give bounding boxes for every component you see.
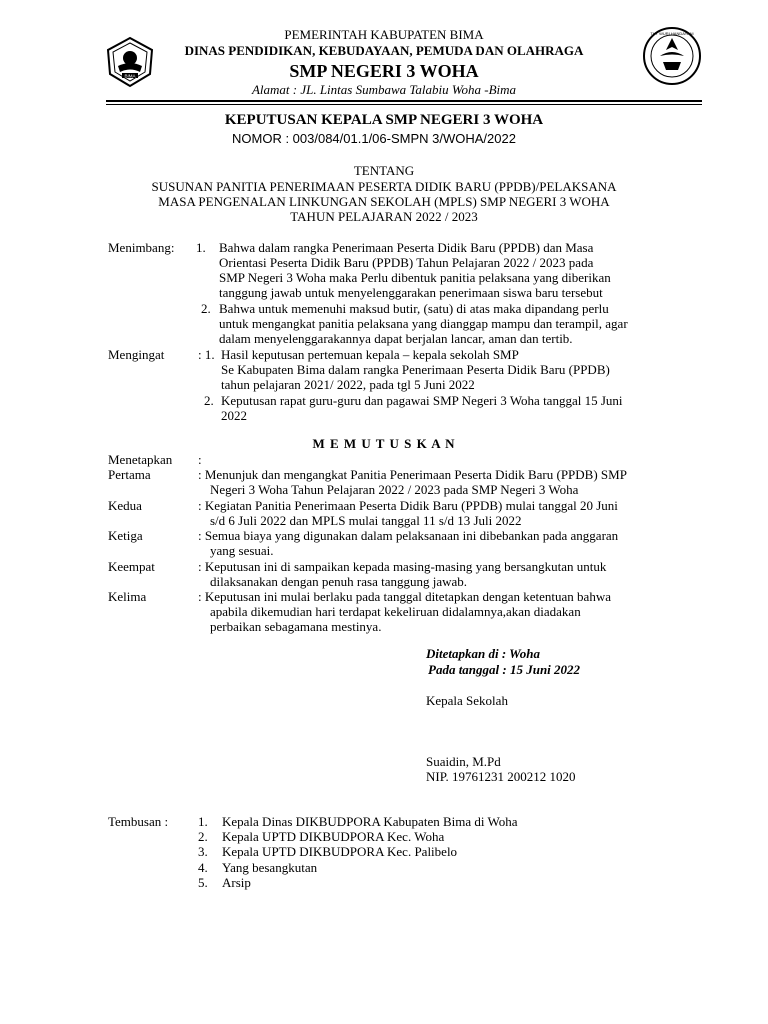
decree-title: KEPUTUSAN KEPALA SMP NEGERI 3 WOHA <box>224 112 544 128</box>
tembusan-item: Yang besangkutan <box>222 860 318 875</box>
decision-text: : Kegiatan Panitia Penerimaan Peserta Didik Baru (PPDB) mulai tanggal 20 Juni <box>198 498 618 513</box>
mengingat-number-2: 2. <box>204 393 214 408</box>
menimbang-number-2: 2. <box>201 301 211 316</box>
mengingat-text: Keputusan rapat guru-guru dan pagawai SMP Negeri 3 Woha tanggal 15 Juni <box>221 393 623 408</box>
signatory-name: Suaidin, M.Pd <box>426 754 501 769</box>
decision-label: Kedua <box>108 498 142 513</box>
decision-text: : Keputusan ini di sampaikan kepada masing-masing yang bersangkutan untuk <box>198 559 607 574</box>
decision-label: Keempat <box>108 559 155 574</box>
svg-text:BIMA: BIMA <box>124 73 136 79</box>
school-address: Alamat : JL. Lintas Sumbawa Talabiu Woha -Bima <box>251 82 517 97</box>
decision-text: Negeri 3 Woha Tahun Pelajaran 2022 / 2023 pada SMP Negeri 3 Woha <box>210 482 579 497</box>
decree-subject-line-1: SUSUNAN PANITIA PENERIMAAN PESERTA DIDIK BARU (PPDB)/PELAKSANA <box>151 179 617 194</box>
menimbang-text: tanggung jawab untuk menyelenggarakan penerimaan siswa baru tersebut <box>219 285 603 300</box>
decision-text: perbaikan sebagamana mestinya. <box>210 619 382 634</box>
decision-text: : Keputusan ini mulai berlaku pada tanggal ditetapkan dengan ketentuan bahwa <box>198 589 611 604</box>
menimbang-text: Bahwa untuk memenuhi maksud butir, (satu) di atas maka dipandang perlu <box>219 301 609 316</box>
tembusan-label: Tembusan : <box>108 814 169 829</box>
menimbang-text: SMP Negeri 3 Woha maka Perlu dibentuk panitia pelaksana yang diberikan <box>219 270 611 285</box>
tembusan-item: Kepala UPTD DIKBUDPORA Kec. Woha <box>222 829 445 844</box>
tembusan-number: 3. <box>198 844 208 859</box>
header-rule-thin <box>106 104 702 105</box>
decision-text: : Menunjuk dan mengangkat Panitia Penerimaan Peserta Didik Baru (PPDB) SMP <box>198 467 627 482</box>
menimbang-number-1: 1. <box>196 240 206 255</box>
decision-label: Menetapkan <box>108 452 173 467</box>
menimbang-text: untuk mengangkat panitia pelaksana yang dianggap mampu dan terampil, agar <box>219 316 628 331</box>
tembusan-item: Kepala UPTD DIKBUDPORA Kec. Palibelo <box>222 844 458 859</box>
decree-subject-line-3: TAHUN PELAJARAN 2022 / 2023 <box>290 209 478 224</box>
header-government-line: PEMERINTAH KABUPATEN BIMA <box>284 27 484 42</box>
mengingat-text: 2022 <box>221 408 247 423</box>
signature-date: Pada tanggal : 15 Juni 2022 <box>428 662 581 677</box>
menimbang-text: Orientasi Peserta Didik Baru (PPDB) Tahun Pelajaran 2022 / 2023 pada <box>219 255 594 270</box>
signature-position: Kepala Sekolah <box>426 693 508 708</box>
school-name: SMP NEGERI 3 WOHA <box>289 61 479 81</box>
header-department-line: DINAS PENDIDIKAN, KEBUDAYAAN, PEMUDA DAN OLAHRAGA <box>184 43 584 58</box>
memutuskan-heading: M E M U T U S K A N <box>312 436 456 451</box>
decision-text: : <box>198 452 202 467</box>
decision-text: s/d 6 Juli 2022 dan MPLS mulai tanggal 11 s/d 13 Juli 2022 <box>210 513 522 528</box>
tentang-label: TENTANG <box>353 163 415 178</box>
decision-label: Kelima <box>108 589 147 604</box>
decision-label: Pertama <box>108 467 151 482</box>
decision-text: : Semua biaya yang digunakan dalam pelaksanaan ini dibebankan pada anggaran <box>198 528 619 543</box>
mengingat-text: Se Kabupaten Bima dalam rangka Penerimaan Peserta Didik Baru (PPDB) <box>221 362 610 377</box>
menimbang-text: dalam menyelenggarakannya dapat berjalan lancar, aman dan tertib. <box>219 331 573 346</box>
tembusan-item: Kepala Dinas DIKBUDPORA Kabupaten Bima di Woha <box>222 814 518 829</box>
mengingat-label: Mengingat <box>108 347 165 362</box>
mengingat-text: tahun pelajaran 2021/ 2022, pada tgl 5 Juni 2022 <box>221 377 475 392</box>
tembusan-number: 2. <box>198 829 208 844</box>
decision-text: dilaksanakan dengan penuh rasa tanggung jawab. <box>210 574 468 589</box>
mengingat-text: Hasil keputusan pertemuan kepala – kepala sekolah SMP <box>221 347 519 362</box>
decision-text: yang sesuai. <box>210 543 274 558</box>
tembusan-item: Arsip <box>222 875 251 890</box>
decision-text: apabila dikemudian hari terdapat kekeliruan didalamnya,akan diadakan <box>210 604 581 619</box>
decision-label: Ketiga <box>108 528 143 543</box>
menimbang-label: Menimbang: <box>108 240 175 255</box>
decree-subject-line-2: MASA PENGENALAN LINKUNGAN SEKOLAH (MPLS) SMP NEGERI 3 WOHA <box>158 194 610 209</box>
tembusan-number: 1. <box>198 814 208 829</box>
header-rule <box>106 100 702 102</box>
signatory-nip: NIP. 19761231 200212 1020 <box>426 769 576 784</box>
signature-place: Ditetapkan di : Woha <box>426 646 541 661</box>
svg-text:TUT WURI HANDAYANI: TUT WURI HANDAYANI <box>650 31 694 36</box>
tembusan-number: 4. <box>198 860 208 875</box>
mengingat-number-1: : 1. <box>198 347 215 362</box>
menimbang-text: Bahwa dalam rangka Penerimaan Peserta Didik Baru (PPDB) dan Masa <box>219 240 594 255</box>
tembusan-number: 5. <box>198 875 208 890</box>
decree-number: NOMOR : 003/084/01.1/06-SMPN 3/WOHA/2022 <box>232 131 516 146</box>
